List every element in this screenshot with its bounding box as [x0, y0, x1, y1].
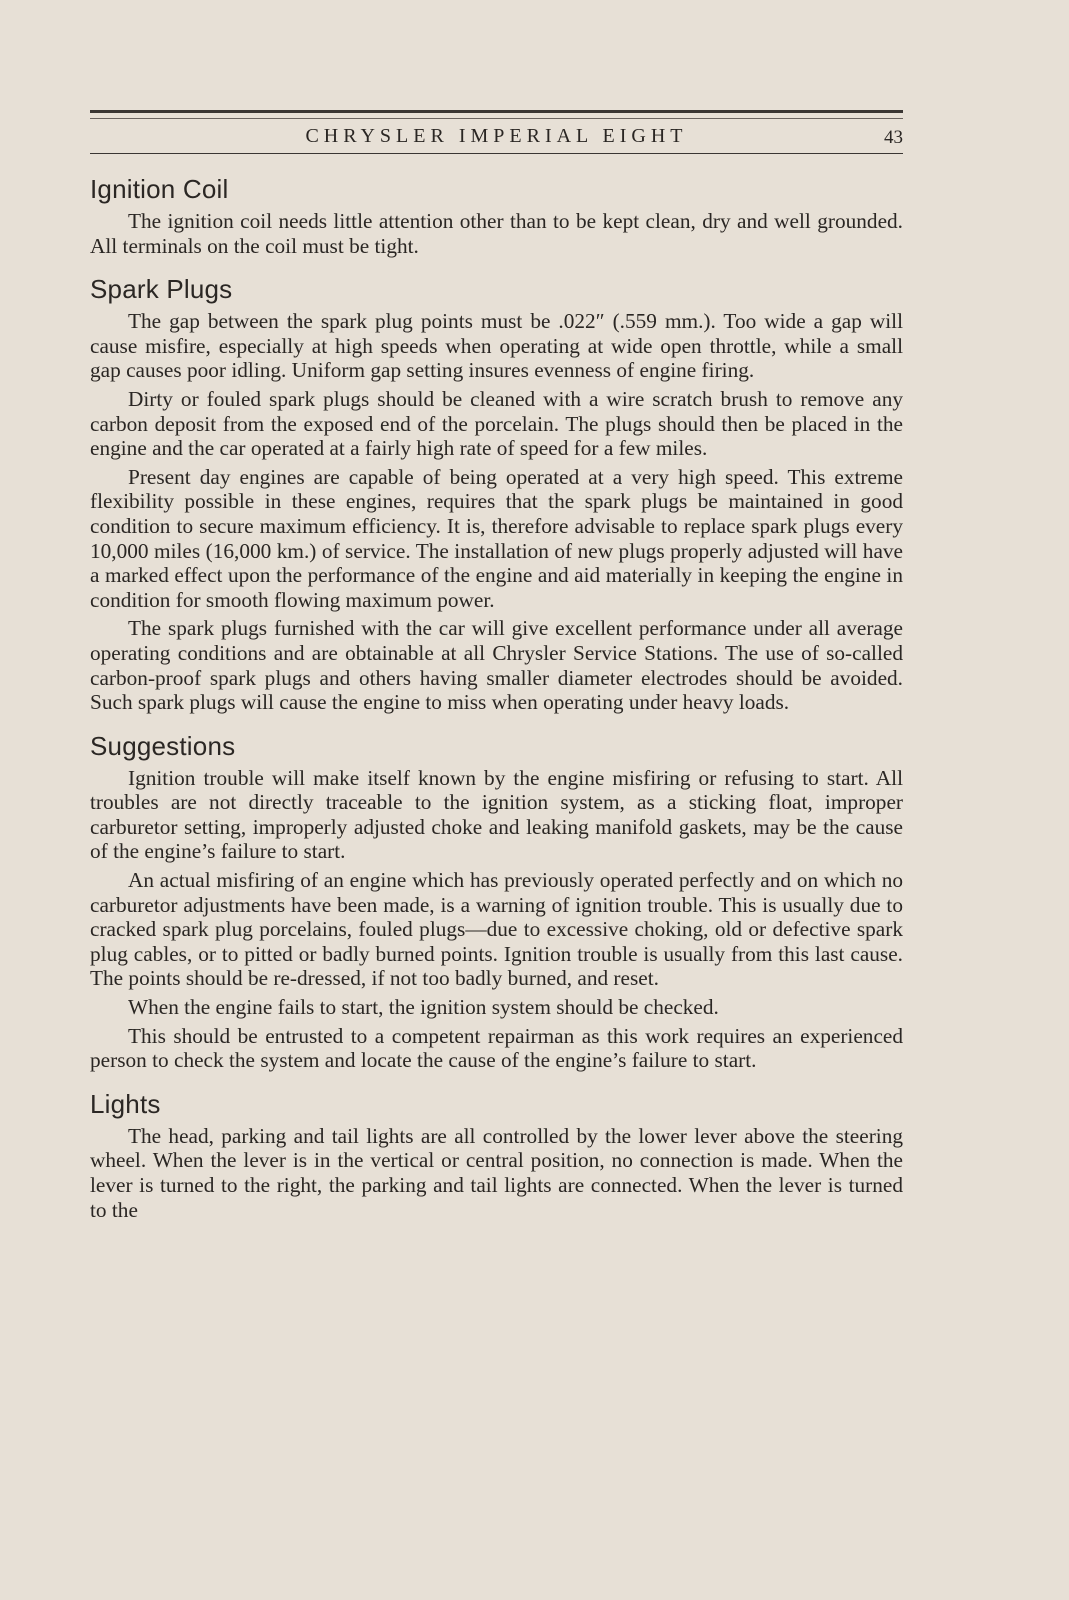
book-page — [90, 110, 903, 1238]
paragraph: The gap between the spark plug points must be .022″ (.559 mm.). Too wide a gap will cause misfire, especially at high speeds when operating at wide open throttle, while a small gap causes poor idling. Uniform gap setting insures evenness of engine firing. — [90, 309, 903, 383]
paragraph: Ignition trouble will make itself known by the engine misfiring or refusing to start. All troubles are not directly traceable to the ignition system, as a sticking float, improper carburetor setting, improperly adjusted choke and leaking manifold gaskets, may be the cause of the engine’s failure to start. — [90, 765, 903, 864]
paragraph: The head, parking and tail lights are all controlled by the lower lever above the steering wheel. When the lever is in the vertical or central position, no connection is made. When the lever is turned to the right, the parking and tail lights are connected. When the lever is turned to the — [90, 1123, 903, 1222]
paragraph: Present day engines are capable of being operated at a very high speed. This extreme flexibility possible in these engines, requires that the spark plugs be maintained in good condition to secure maximum efficiency. It is, therefore advisable to replace spark plugs every 10,000 miles (16,000 km.) of service. The installation of new plugs properly adjusted will have a marked effect upon the performance of the engine and aid materially in keeping the engine in condition for smooth flowing maximum power. — [90, 464, 903, 612]
section-suggestions — [90, 731, 903, 1073]
section-heading: Spark Plugs — [90, 274, 233, 305]
section-spark-plugs — [90, 274, 903, 715]
running-title: CHRYSLER IMPERIAL EIGHT — [305, 125, 688, 147]
section-ignition-coil — [90, 174, 903, 258]
paragraph: Dirty or fouled spark plugs should be cleaned with a wire scratch brush to remove any carbon deposit from the exposed end of the porcelain. The plugs should then be placed in the engine and the car operated at a fairly high rate of speed for a few miles. — [90, 386, 903, 461]
paragraph: An actual misfiring of an engine which has previously operated perfectly and on which no carburetor adjustments have been made, is a warning of ignition trouble. This is usually due to cracked spark plug porcelains, fouled plugs—due to excessive choking, old or defective spark plug cables, or to pitted or badly burned points. Ignition trouble is usually from this last cause. The points should be re-dressed, if not too badly burned, and reset. — [90, 868, 903, 991]
section-heading: Suggestions — [90, 730, 236, 761]
paragraph: When the engine fails to start, the ignition system should be checked. — [128, 995, 719, 1020]
header-rule-bottom — [90, 153, 903, 154]
header-rule-top — [90, 110, 903, 113]
paragraph: The ignition coil needs little attention other than to be kept clean, dry and well grounded. All terminals on the coil must be tight. — [90, 209, 903, 258]
running-head — [90, 119, 903, 153]
page-number: 43 — [884, 127, 903, 148]
section-heading: Lights — [90, 1088, 161, 1119]
paragraph: This should be entrusted to a competent repairman as this work requires an experienced person to check the system and locate the cause of the engine’s failure to start. — [90, 1023, 903, 1073]
section-lights — [90, 1089, 903, 1222]
section-heading: Ignition Coil — [90, 174, 229, 204]
paragraph: The spark plugs furnished with the car will give excellent performance under all average operating conditions and are obtainable at all Chrysler Service Stations. The use of so-called carbon-proof spark plugs and others having smaller diameter electrodes should be avoided. Such spark plugs will cause the engine to miss when operating under heavy loads. — [90, 616, 903, 715]
